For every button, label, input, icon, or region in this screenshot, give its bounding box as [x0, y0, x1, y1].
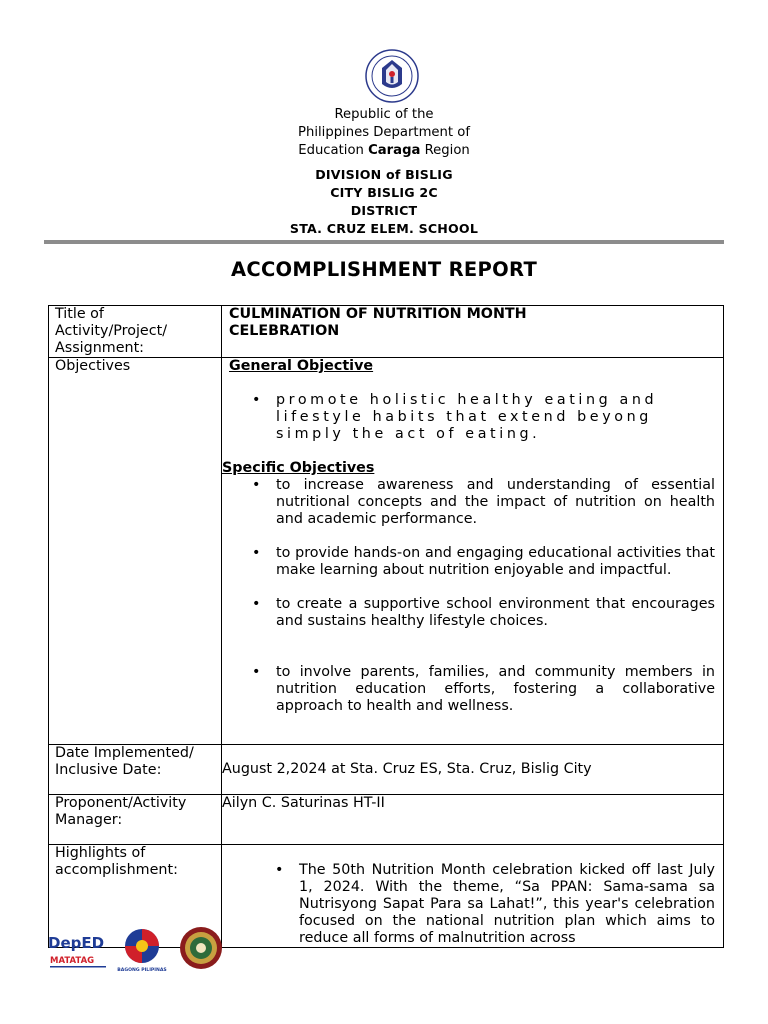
proponent-value: Ailyn C. Saturinas HT-II: [222, 795, 724, 845]
objectives-cell: [222, 358, 724, 745]
title-cell: [222, 306, 724, 358]
region-name: Caraga: [368, 143, 421, 158]
title-row: [49, 306, 724, 358]
title-label: Title of Activity/Project/ Assignment:: [49, 306, 222, 358]
division-line-3: DISTRICT: [350, 203, 418, 218]
specific-objective-item: • to create a supportive school environment that encourages and sustains healthy lifestyle choices.: [276, 596, 715, 630]
deped-matatag-logo: [48, 934, 106, 968]
general-objective-item: • promote holistic healthy eating and lifestyle habits that extend beyong simply the act of eating.: [276, 392, 715, 443]
report-table: [48, 305, 724, 948]
proponent-row: [49, 795, 724, 845]
footer-logos: [46, 926, 228, 974]
objectives-row: [49, 358, 724, 745]
deped-seal-logo: [362, 48, 422, 104]
division-seal-logo: [180, 927, 222, 969]
date-label: Date Implemented/ Inclusive Date:: [49, 745, 222, 795]
school-name: STA. CRUZ ELEM. SCHOOL: [289, 221, 479, 236]
matatag-logo-text: MATATAG: [50, 956, 95, 966]
division-line-2: CITY BISLIG 2C: [330, 185, 438, 200]
general-objectives-list: [276, 392, 715, 443]
header-divider: [44, 240, 724, 244]
date-row: [49, 745, 724, 795]
header-region: Education Caraga Region: [298, 143, 470, 158]
deped-logo-text: DepED: [48, 934, 105, 952]
date-value: August 2,2024 at Sta. Cruz ES, Sta. Cruz, Bislig City: [222, 745, 724, 795]
highlights-list: [299, 862, 715, 947]
highlights-cell: [222, 845, 724, 948]
specific-objective-item: • to increase awareness and understanding of essential nutritional concepts and the impact of nutrition on health and academic performance.: [276, 477, 715, 528]
report-title: ACCOMPLISHMENT REPORT: [230, 258, 538, 281]
specific-objectives-list: [276, 477, 715, 715]
proponent-label: Proponent/Activity Manager:: [49, 795, 222, 845]
specific-objective-item: • to involve parents, families, and community members in nutrition education efforts, fostering a collaborative approach to health and wellness.: [276, 664, 715, 715]
highlights-label: Highlights of accomplishment:: [49, 845, 222, 948]
header-department: Philippines Department of: [298, 125, 470, 140]
objectives-label: Objectives: [49, 358, 222, 745]
specific-objectives-heading: Specific Objectives: [222, 460, 375, 476]
general-objective-heading: General Objective: [229, 358, 374, 374]
bagong-pilipinas-logo: [117, 929, 166, 973]
highlight-item: • The 50th Nutrition Month celebration kicked off last July 1, 2024. With the theme, “Sa PPAN: Sama-sama sa Nutrisyong Sapat Para sa Lahat!”, this year's celebration focused on the national nutrition plan which aims to reduce all forms of malnutrition across: [299, 862, 715, 947]
division-line-1: DIVISION of BISLIG: [315, 167, 453, 182]
header-republic: Republic of the: [334, 107, 434, 122]
title-value: CULMINATION OF NUTRITION MONTH CELEBRATION: [229, 306, 527, 339]
bagong-pilipinas-text: BAGONG PILIPINAS: [117, 968, 167, 973]
specific-objective-item: • to provide hands-on and engaging educational activities that make learning about nutrition enjoyable and impactful.: [276, 545, 715, 579]
